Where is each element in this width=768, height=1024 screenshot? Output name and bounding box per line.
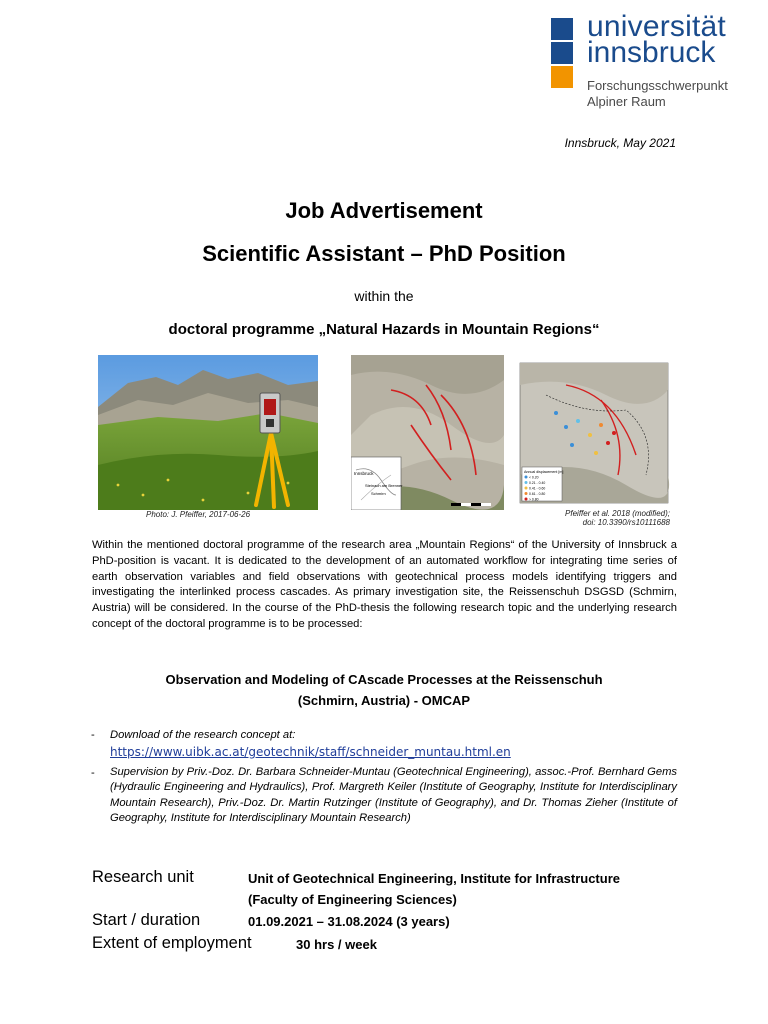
place-date: Innsbruck, May 2021 (564, 136, 676, 150)
research-unit-value: Unit of Geotechnical Engineering, Institute for Infrastructure (248, 871, 620, 886)
university-logo (551, 10, 761, 113)
legend-item: 0.41 - 0.60 (529, 486, 546, 491)
within-line: within the (354, 288, 414, 304)
position-title: Scientific Assistant – PhD Position (202, 241, 566, 266)
research-topic-line1: Observation and Modeling of CAscade Processes at the Reissenschuh (165, 672, 603, 687)
legend-title: Annual displacement [m] (524, 470, 564, 474)
legend-item: 0.21 - 0.40 (529, 480, 546, 485)
bullet-dash: - (91, 729, 95, 741)
logo-square-orange (551, 66, 573, 88)
logo-square-blue-middle (551, 42, 573, 64)
map-caption-line2: doi: 10.3390/rs10111688 (582, 518, 670, 527)
field-photo (98, 355, 318, 510)
supervision-text: Supervision by Priv.-Doz. Dr. Barbara Schneider-Muntau (Geotechnical Engineering), assoc.-Prof. Bernhard Gems (Hydraulic Engineering and Hydraulics), Prof. Margreth Keiler (Institute of Geography, Institute for Interdisciplinary Mountain Research), Priv.-Doz. Dr. Martin Rutzinger (Institute of Geography), and Dr. Thomas Zieher (Institute of Geography, Institute for Interdisciplinary Mountain Research) (110, 766, 677, 825)
displacement-map (506, 355, 671, 510)
map-label-schmirn: Schmirn (371, 491, 386, 496)
bullet-dash: - (91, 767, 95, 779)
logo-text-universitaet: universität (587, 10, 726, 43)
research-unit-label: Research unit (92, 868, 194, 886)
logo-square-blue-top (551, 18, 573, 40)
research-topic-line2: (Schmirn, Austria) - OMCAP (297, 693, 471, 708)
map-label-innsbruck: Innsbruck (354, 471, 374, 476)
programme-title: doctoral programme „Natural Hazards in Mountain Regions“ (168, 321, 600, 338)
research-unit-faculty: (Faculty of Engineering Sciences) (248, 892, 457, 907)
legend-item: < 0.20 (529, 475, 539, 480)
start-duration-value: 01.09.2021 – 31.08.2024 (3 years) (248, 914, 450, 929)
intro-paragraph: Within the mentioned doctoral programme of the research area „Mountain Regions“ of the University of Innsbruck a PhD-position is vacant. It is dedicated to the development of an automated workflow for integrating time series of earth observation variables and field observations with geotechnical process models identifying triggers and investigating the interlinked process cascades. As primary investigation site, the Reissenschuh DSGSD (Schmirn, Austria) will be considered. In the course of the PhD-thesis the following research topic and the underlying research concept of the doctoral programme is to be processed: (92, 539, 677, 630)
legend-item: 0.61 - 0.80 (529, 491, 546, 496)
extent-label: Extent of employment (92, 934, 252, 952)
legend-item: > 0.80 (529, 497, 539, 502)
map-caption-line1: Pfeiffer et al. 2018 (modified); (565, 509, 670, 518)
logo-subtitle-1: Forschungsschwerpunkt (587, 78, 728, 93)
start-duration-label: Start / duration (92, 911, 201, 929)
download-text: Download of the research concept at: (110, 729, 296, 741)
logo-text-innsbruck: innsbruck (587, 36, 716, 69)
page-title: Job Advertisement (285, 198, 483, 223)
map-label-steinach: Steinach am Brenner (365, 483, 403, 488)
photo-caption: Photo: J. Pfeiffer, 2017-06-26 (146, 510, 251, 519)
logo-subtitle-2: Alpiner Raum (587, 94, 666, 109)
overview-map (351, 355, 504, 510)
extent-value: 30 hrs / week (296, 937, 377, 952)
research-concept-link[interactable]: https://www.uibk.ac.at/geotechnik/staff/schneider_muntau.html.en (110, 745, 511, 759)
